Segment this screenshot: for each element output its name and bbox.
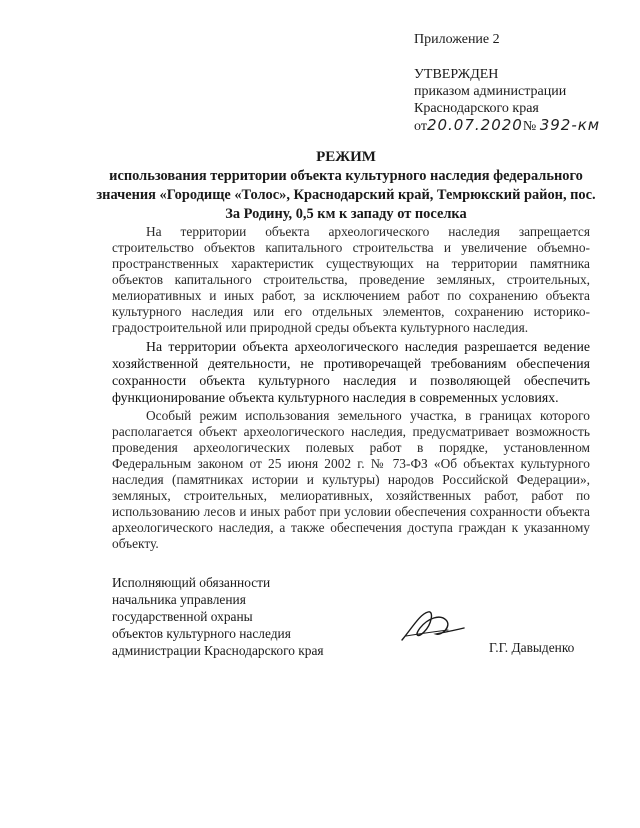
signatory-position <box>112 574 372 659</box>
order-date: 20.07.2020 <box>426 116 523 134</box>
signatory-line-5: администрации Краснодарского края <box>112 643 324 658</box>
approved-order-line <box>414 117 634 135</box>
number-label: № <box>522 119 537 134</box>
document-title <box>96 148 596 224</box>
approved-line-2: Краснодарского края <box>414 101 539 116</box>
document-body <box>112 224 590 554</box>
signatory-line-4: объектов культурного наследия <box>112 626 291 641</box>
order-number: 392-км <box>539 116 601 134</box>
approved-title: УТВЕРЖДЕН <box>414 67 499 82</box>
appendix-label: Приложение 2 <box>414 32 500 47</box>
signatory-line-2: начальника управления <box>112 592 246 607</box>
body-paragraph-1: На территории объекта археологического наследия запрещается строительство объектов капитального строительства и увеличение объемно-пространственных характеристик существующих на территории памятника объектов капитального строительства, проведение земляных, строительных, мелиоративных и иных работ, за исключением работ по сохранению объекта культурного наследия или его отдельных элементов, сохранению историко-градостроительной или природной среды объекта культурного наследия. <box>112 224 590 335</box>
body-paragraph-3: Особый режим использования земельного участка, в границах которого располагается объект археологического наследия, предусматривает возможность проведения археологических полевых работ в порядке, установленном Федеральным законом от 25 июня 2002 г. № 73-ФЗ «Об объектах культурного наследия (памятниках истории и культуры) народов Российской Федерации», земляных, строительных, мелиоративных, хозяйственных работ, работ по использованию лесов и иных работ при условии обеспечения сохранности объекта археологического наследия, а также обеспечения доступа граждан к указанному объекту. <box>112 408 590 551</box>
title-subheading: использования территории объекта культурного наследия федерального значения «Городище «Толос», Краснодарский край, Темрюкский район, пос. За Родину, 0,5 км к западу от поселка <box>96 168 596 222</box>
signatory-line-3: государственной охраны <box>112 609 253 624</box>
approval-stamp <box>414 66 634 135</box>
signatory-line-1: Исполняющий обязанности <box>112 575 271 590</box>
from-label: от <box>414 119 427 134</box>
body-paragraph-2: На территории объекта археологического наследия разрешается ведение хозяйственной деятельности, не противоречащей требованиям обеспечения сохранности объекта культурного наследия и позволяющей обеспечить функционирование объекта культурного наследия в современных условиях. <box>112 339 590 405</box>
title-heading: РЕЖИМ <box>316 149 376 165</box>
handwritten-signature <box>398 606 468 646</box>
signer-name: Г.Г. Давыденко <box>489 640 575 655</box>
approved-line-1: приказом администрации <box>414 84 567 99</box>
